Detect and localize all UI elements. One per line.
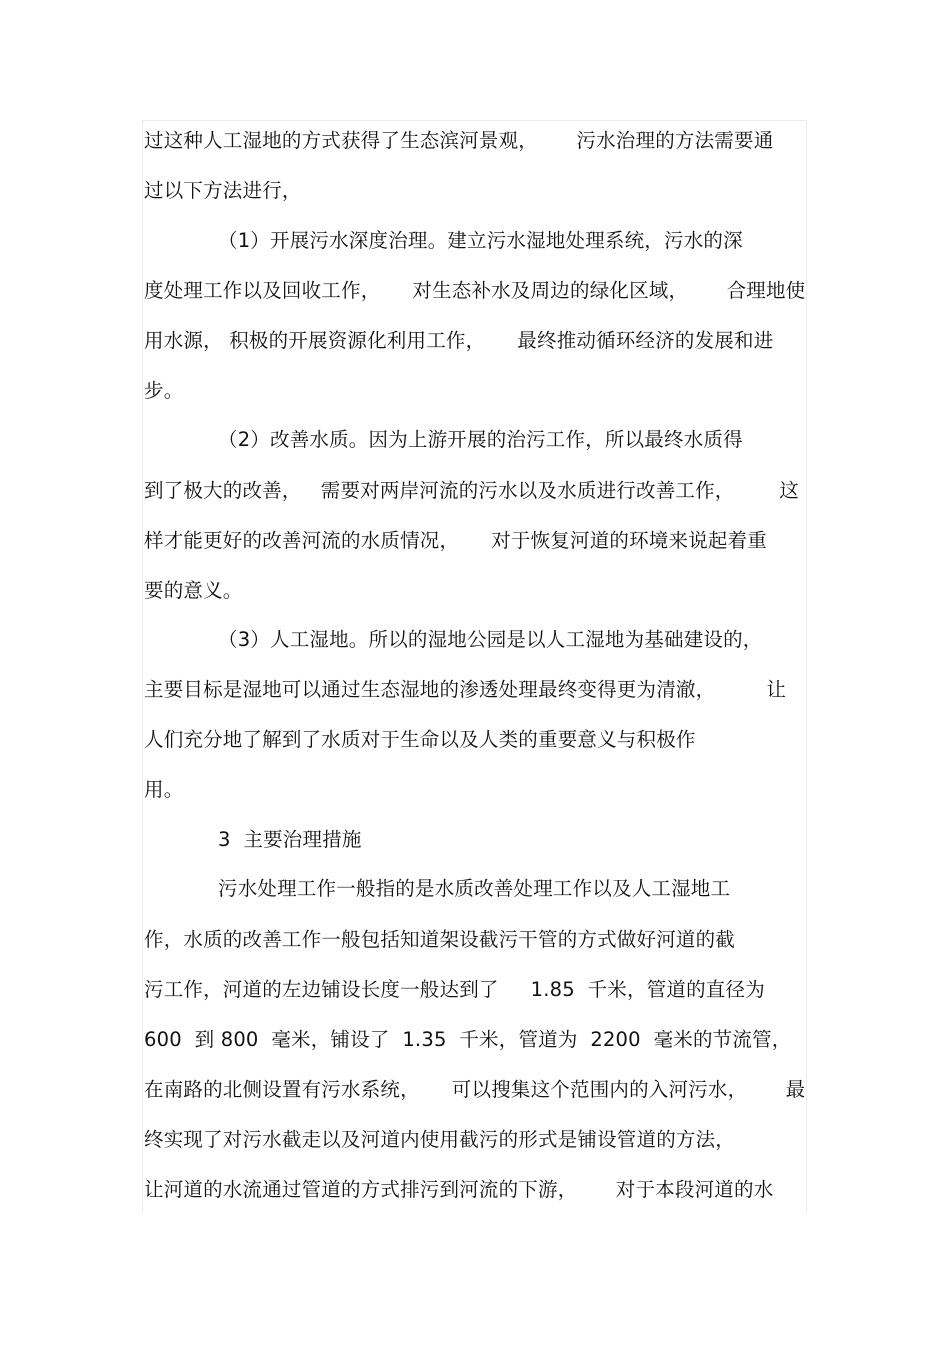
text-line: 用。 <box>144 778 184 801</box>
text-line: 600 到 800 毫米，铺设了 1.35 千米，管道为 2200 毫米的节流管， <box>144 1028 792 1051</box>
text-line: （1）开展污水深度治理。建立污水湿地处理系统，污水的深 <box>218 229 743 252</box>
text-line: 终实现了对污水截走以及河道内使用截污的形式是铺设管道的方法， <box>144 1128 736 1151</box>
text-line: 污工作，河道的左边铺设长度一般达到了 1.85 千米，管道的直径为 <box>144 978 765 1001</box>
text-line: 让河道的水流通过管道的方式排污到河流的下游， 对于本段河道的水 <box>144 1178 774 1201</box>
text-line: 过以下方法进行， <box>144 179 302 202</box>
text-line: 要的意义。 <box>144 579 243 602</box>
text-line: 在南路的北侧设置有污水系统， 可以搜集这个范围内的入河污水， 最 <box>144 1078 806 1101</box>
text-line: （2）改善水质。因为上游开展的治污工作，所以最终水质得 <box>218 428 743 451</box>
text-line: 步。 <box>144 379 184 402</box>
text-line: 到了极大的改善， 需要对两岸河流的污水以及水质进行改善工作， 这 <box>144 479 799 502</box>
text-line: 作，水质的改善工作一般包括知道架设截污干管的方式做好河道的截 <box>144 928 736 951</box>
text-line: 度处理工作以及回收工作， 对生态补水及周边的绿化区域， 合理地使 <box>144 279 806 302</box>
text-line: 人们充分地了解到了水质对于生命以及人类的重要意义与积极作 <box>144 728 696 751</box>
text-line: 主要目标是湿地可以通过生态湿地的渗透处理最终变得更为清澈， 让 <box>144 678 787 701</box>
section-heading: 3 主要治理措施 <box>218 828 362 851</box>
text-line: （3）人工湿地。所以的湿地公园是以人工湿地为基础建设的， <box>218 628 763 651</box>
text-line: 污水处理工作一般指的是水质改善处理工作以及人工湿地工 <box>218 877 731 900</box>
text-line: 过这种人工湿地的方式获得了生态滨河景观， 污水治理的方法需要通 <box>144 129 774 152</box>
text-line: 用水源， 积极的开展资源化利用工作， 最终推动循环经济的发展和进 <box>144 329 774 352</box>
text-line: 样才能更好的改善河流的水质情况， 对于恢复河道的环境来说起着重 <box>144 529 767 552</box>
